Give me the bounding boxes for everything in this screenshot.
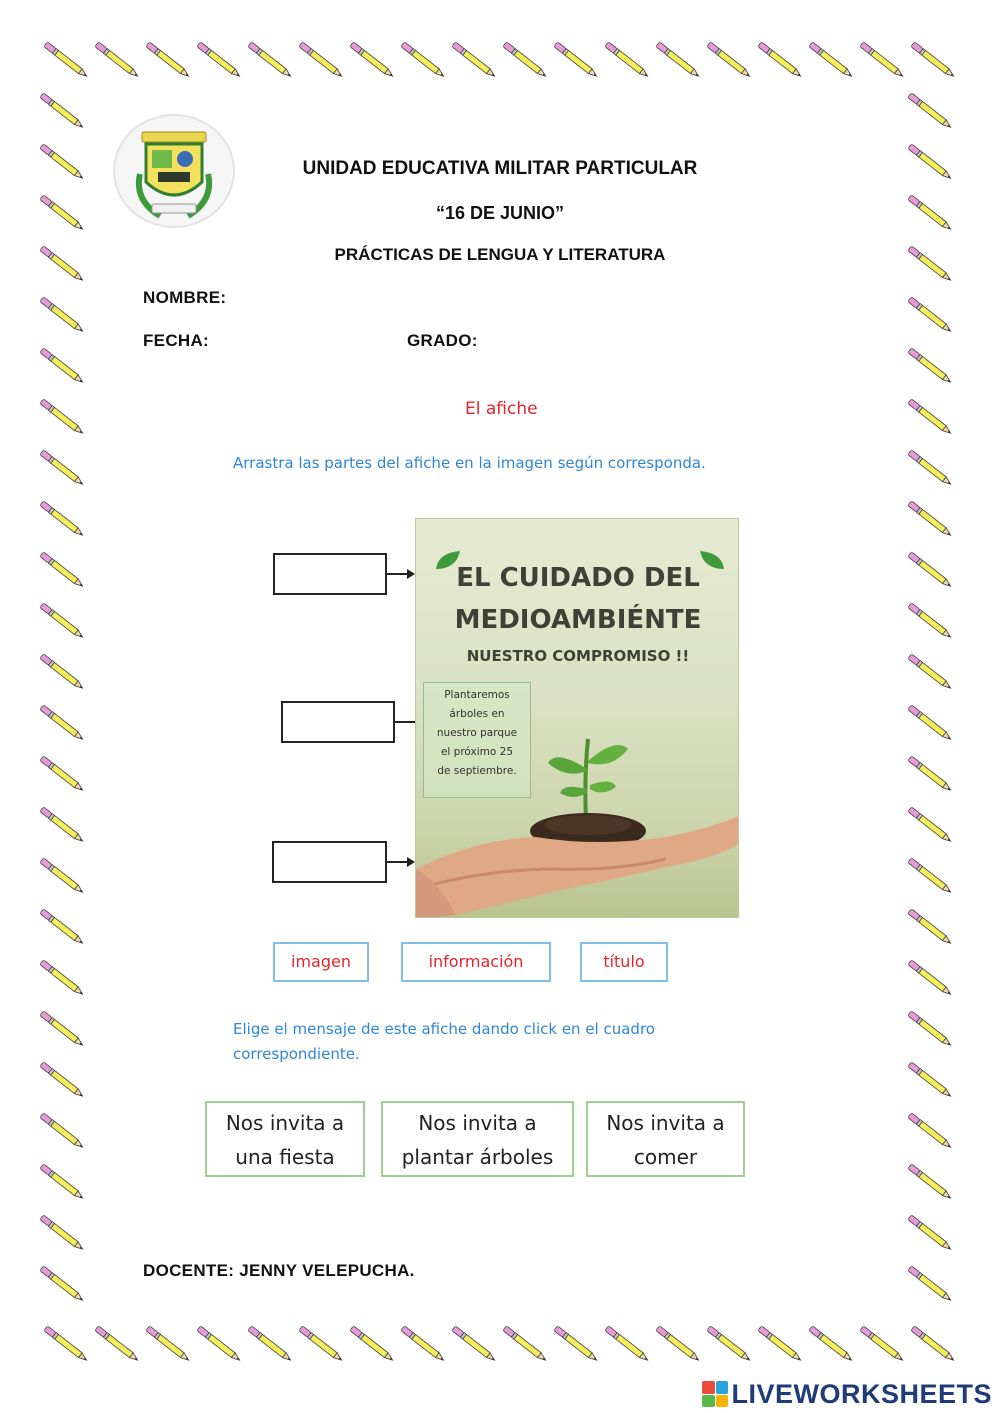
poster-title-line1: EL CUIDADO DEL <box>456 563 700 593</box>
pencil-icon <box>908 1266 953 1303</box>
pencil-icon <box>908 348 953 385</box>
pencil-icon <box>908 756 953 793</box>
drag-instruction: Arrastra las partes del afiche en la imagen según corresponda. <box>233 454 706 472</box>
pencil-icon <box>40 1011 85 1048</box>
pencil-icon <box>299 42 344 79</box>
liveworksheets-logo-icon <box>702 1381 728 1407</box>
pencil-icon <box>656 42 701 79</box>
arrow-connector <box>395 721 417 723</box>
pencil-icon <box>908 654 953 691</box>
activity-title: El afiche <box>465 399 538 419</box>
pencil-icon <box>146 1326 191 1363</box>
pencil-icon <box>40 399 85 436</box>
pencil-icon <box>503 1326 548 1363</box>
pencil-icon <box>40 858 85 895</box>
pencil-icon <box>299 1326 344 1363</box>
pencil-icon <box>40 960 85 997</box>
pencil-icon <box>908 603 953 640</box>
pencil-icon <box>908 399 953 436</box>
pencil-icon <box>860 1326 905 1363</box>
arrow-connector <box>387 573 409 575</box>
pencil-icon <box>40 807 85 844</box>
name-label: NOMBRE: <box>143 288 227 307</box>
teacher-name: DOCENTE: JENNY VELEPUCHA. <box>143 1261 415 1280</box>
arrow-head-icon <box>407 857 415 867</box>
pencil-icon <box>908 1164 953 1201</box>
pencil-icon <box>40 1062 85 1099</box>
pencil-icon <box>95 42 140 79</box>
pencil-icon <box>146 42 191 79</box>
pencil-icon <box>908 450 953 487</box>
date-label: FECHA: <box>143 331 210 350</box>
pencil-icon <box>908 807 953 844</box>
pencil-icon <box>40 705 85 742</box>
pencil-icon <box>554 42 599 79</box>
pencil-icon <box>40 93 85 130</box>
pencil-icon <box>401 42 446 79</box>
pencil-icon <box>503 42 548 79</box>
pencil-icon <box>908 1113 953 1150</box>
choice-plantar-arboles[interactable]: Nos invita a plantar árboles <box>381 1101 574 1177</box>
pencil-icon <box>707 42 752 79</box>
drag-chip-titulo[interactable]: título <box>580 942 668 982</box>
watermark-brand: LIVEWORKSHEETS <box>731 1378 992 1409</box>
pencil-icon <box>452 1326 497 1363</box>
school-name: UNIDAD EDUCATIVA MILITAR PARTICULAR <box>302 158 698 179</box>
pencil-icon <box>911 1326 956 1363</box>
pencil-icon <box>656 1326 701 1363</box>
pencil-icon <box>40 1164 85 1201</box>
school-motto: “16 DE JUNIO” <box>435 203 565 223</box>
pencil-icon <box>908 1062 953 1099</box>
pencil-icon <box>44 1326 89 1363</box>
pencil-icon <box>908 705 953 742</box>
hand-with-seedling-image <box>416 719 739 918</box>
environment-poster <box>415 518 739 918</box>
pencil-icon <box>908 858 953 895</box>
pencil-icon <box>40 1113 85 1150</box>
pencil-icon <box>40 348 85 385</box>
pencil-icon <box>350 1326 395 1363</box>
pencil-icon <box>197 42 242 79</box>
pencil-icon <box>908 960 953 997</box>
pencil-icon <box>860 42 905 79</box>
pencil-icon <box>44 42 89 79</box>
liveworksheets-watermark <box>702 1379 992 1409</box>
pencil-icon <box>908 93 953 130</box>
pencil-icon <box>40 1215 85 1252</box>
pencil-icon <box>40 501 85 538</box>
pencil-icon <box>758 42 803 79</box>
poster-title-line2: MEDIOAMBIÉNTE <box>454 605 702 635</box>
choice-comer[interactable]: Nos invita a comer <box>586 1101 745 1177</box>
pencil-icon <box>908 909 953 946</box>
poster-info-box: Plantaremos árboles en nuestro parque el próximo 25 de septiembre. <box>423 682 531 798</box>
pencil-icon <box>908 552 953 589</box>
choose-instruction: Elige el mensaje de este afiche dando click en el cuadro correspondiente. <box>233 1020 655 1063</box>
pencil-icon <box>40 297 85 334</box>
arrow-connector <box>387 861 409 863</box>
pencil-icon <box>707 1326 752 1363</box>
pencil-icon <box>758 1326 803 1363</box>
pencil-icon <box>350 42 395 79</box>
pencil-icon <box>908 1011 953 1048</box>
pencil-icon <box>809 42 854 79</box>
pencil-icon <box>40 654 85 691</box>
pencil-icon <box>248 42 293 79</box>
pencil-icon <box>554 1326 599 1363</box>
drag-chip-imagen[interactable]: imagen <box>273 942 369 982</box>
drop-box-image[interactable] <box>272 841 387 883</box>
pencil-icon <box>401 1326 446 1363</box>
poster-title-line3: NUESTRO COMPROMISO !! <box>466 647 690 665</box>
pencil-icon <box>197 1326 242 1363</box>
choice-fiesta[interactable]: Nos invita a una fiesta <box>205 1101 365 1177</box>
pencil-icon <box>248 1326 293 1363</box>
drop-box-information[interactable] <box>281 701 395 743</box>
pencil-icon <box>908 1215 953 1252</box>
pencil-icon <box>908 297 953 334</box>
pencil-icon <box>911 42 956 79</box>
pencil-icon <box>809 1326 854 1363</box>
pencil-icon <box>40 552 85 589</box>
subject-title: PRÁCTICAS DE LENGUA Y LITERATURA <box>334 245 666 264</box>
pencil-icon <box>452 42 497 79</box>
pencil-icon <box>40 603 85 640</box>
pencil-icon <box>40 1266 85 1303</box>
pencil-icon <box>40 756 85 793</box>
pencil-icon <box>40 909 85 946</box>
pencil-icon <box>605 42 650 79</box>
drop-box-title[interactable] <box>273 553 387 595</box>
pencil-icon <box>40 450 85 487</box>
pencil-icon <box>95 1326 140 1363</box>
arrow-head-icon <box>407 569 415 579</box>
pencil-icon <box>908 501 953 538</box>
grade-label: GRADO: <box>407 331 478 350</box>
pencil-icon <box>605 1326 650 1363</box>
drag-chip-informacion[interactable]: información <box>401 942 551 982</box>
